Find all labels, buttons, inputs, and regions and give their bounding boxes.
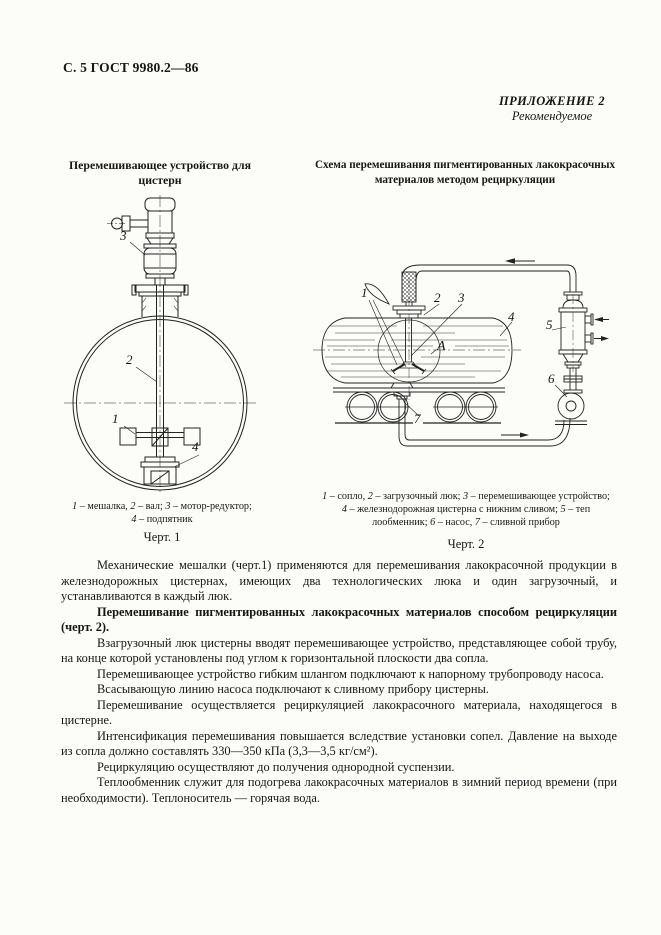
paragraph: Всасывающую линию насоса подключают к сливному прибору цистерны. [97,682,489,696]
figure-1-number: Черт. 1 [143,530,181,544]
label-tank: 4 [508,309,515,324]
figure-1-caption: 1 – мешалка, 2 – вал; 3 – мотор-редуктор; 4 – подпятник [72,501,252,526]
paragraph: Перемешивающее устройство гибким шлангом подключают к напорному трубопроводу насоса. [97,666,604,681]
label-hatch: 2 [434,290,441,305]
recirculation-svg [305,238,625,488]
label-drain: 7 [414,411,421,426]
scheme-lines [313,265,593,446]
figure-2-caption: 1 – сопло, 2 – загрузочный люк; 3 – перемешивающее устройство; 4 – железнодорожная цистерна с нижним сливом; 5 – теп лообменник; 6 – насос, 7 – сливной прибор [322,491,610,529]
figure-2-number: Черт. 2 [447,537,485,551]
mixer-drawing-lines [64,195,256,495]
label-nozzle: 1 [361,285,368,300]
paragraph: Рециркуляцию осуществляют до получения однородной суспензии. [97,759,455,774]
figure-1-title: Перемешивающее устройство для цистерн [68,158,251,187]
paragraph: Теплообменник служит для подогрева лакокрасочных материалов в зимний период времени (при необходимости). Теплоноситель — горячая вода. [61,775,617,805]
body-text [61,558,617,806]
label-shaft: 2 [126,352,133,367]
label-pump: 6 [548,371,555,386]
appendix-title: ПРИЛОЖЕНИЕ 2 [499,94,605,108]
flow-arrows [501,258,609,437]
paragraph: Взагрузочный люк цистерны вводят перемешивающее устройство, представляющее собой трубу, на конце которой установлены под углом к горизонтальной плоскости два сопла. [61,635,617,665]
label-mixer: 1 [112,411,119,426]
label-bearing: 4 [192,439,199,454]
label-zone-a: А [437,339,446,354]
page-header: С. 5 ГОСТ 9980.2—86 [63,60,199,75]
paragraph: Интенсификация перемешивания повышается вследствие установки сопел. Давление на выходе из сопла должно составлять 330—350 кПа (3,3—3,5 кг/см²). [61,728,617,758]
mixer-leader-lines [124,242,199,467]
figure-2-title: Схема перемешивания пигментированных лакокрасочных материалов методом рециркуляции [314,159,616,186]
mixer-drawing-svg [60,195,300,500]
appendix-subtitle: Рекомендуемое [511,109,593,123]
paragraph: Перемешивание пигментированных лакокрасочных материалов способом рециркуляции (черт. 2). [61,604,617,634]
label-motor-reducer: 3 [120,228,127,243]
figure-2-recirculation-drawing [305,238,625,488]
figure-1-mixer-drawing [60,195,300,500]
label-mixing-device: 3 [458,290,465,305]
paragraph: Перемешивание осуществляется рециркуляцией лакокрасочного материала, находящегося в цистерне. [61,697,617,727]
label-heat-exchanger: 5 [546,317,553,332]
appendix-block [499,94,605,124]
paragraph: Механические мешалки (черт.1) применяются для перемешивания лакокрасочной продукции в железнодорожных цистернах, имеющих два технологических люка и один загрузочный, и устанавливаются в каждый люк. [61,558,617,603]
